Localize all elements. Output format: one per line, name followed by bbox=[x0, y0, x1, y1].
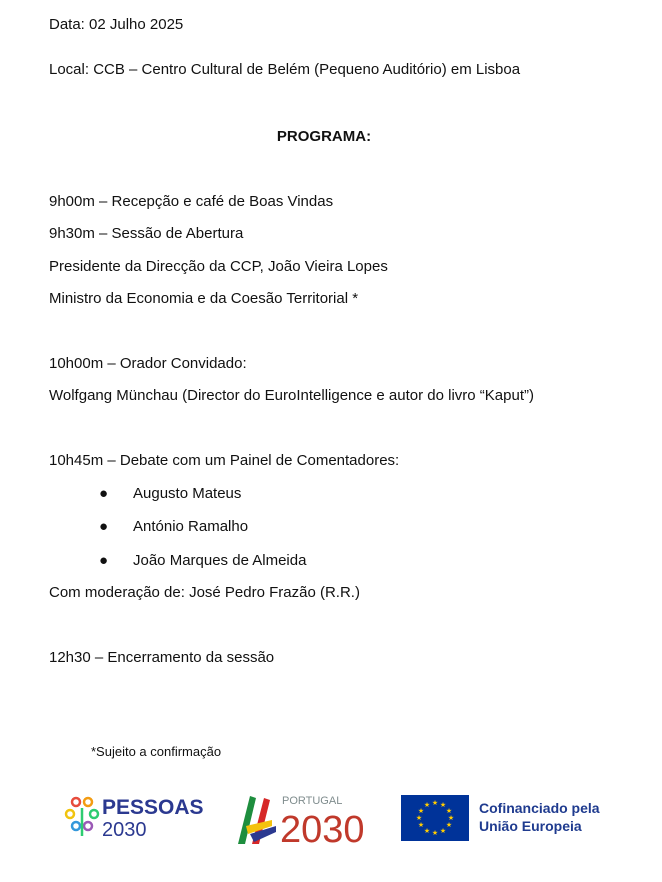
portugal-2030-logo bbox=[236, 790, 376, 846]
svg-text:★: ★ bbox=[417, 808, 425, 815]
program-welcome: 9h00m – Recepção e café de Boas Vindas bbox=[49, 193, 334, 210]
eu-line-2: União Europeia bbox=[479, 818, 582, 834]
location-line: Local: CCB – Centro Cultural de Belém (Pequeno Auditório) em Lisboa bbox=[49, 61, 521, 78]
svg-text:★: ★ bbox=[431, 800, 439, 807]
panel-list-item bbox=[99, 518, 248, 536]
bullet-icon: ● bbox=[99, 552, 109, 569]
pessoas-year: 2030 bbox=[102, 819, 147, 841]
pessoas-2030-logo bbox=[62, 792, 212, 844]
panel-list-item bbox=[99, 552, 306, 570]
svg-text:★: ★ bbox=[445, 808, 453, 815]
bullet-icon: ● bbox=[99, 518, 109, 535]
pessoas-people-icon bbox=[66, 798, 98, 836]
svg-text:★: ★ bbox=[423, 828, 431, 835]
svg-text:★: ★ bbox=[439, 802, 447, 809]
svg-text:★: ★ bbox=[431, 830, 439, 837]
svg-text:★: ★ bbox=[445, 822, 453, 829]
program-title: PROGRAMA: bbox=[276, 128, 372, 145]
eu-line-1: Cofinanciado pela bbox=[479, 800, 600, 816]
svg-text:★: ★ bbox=[439, 828, 447, 835]
bullet-icon: ● bbox=[99, 485, 109, 502]
svg-text:★: ★ bbox=[423, 802, 431, 809]
portugal-word: PORTUGAL bbox=[282, 795, 343, 807]
panel-member-name: António Ramalho bbox=[133, 518, 249, 535]
panel-list-item bbox=[99, 485, 241, 503]
program-guest-time: 10h00m – Orador Convidado: bbox=[49, 355, 247, 372]
program-opening-speaker-1: Presidente da Direcção da CCP, João Vieira Lopes bbox=[49, 258, 388, 275]
eu-cofinanced-logo bbox=[401, 795, 621, 841]
program-opening: 9h30m – Sessão de Abertura bbox=[49, 225, 244, 242]
program-closing: 12h30 – Encerramento da sessão bbox=[49, 649, 275, 666]
pessoas-word: PESSOAS bbox=[102, 796, 204, 819]
svg-text:★: ★ bbox=[447, 815, 455, 822]
portugal-year: 2030 bbox=[280, 809, 365, 846]
svg-text:★: ★ bbox=[417, 822, 425, 829]
program-debate: 10h45m – Debate com um Painel de Comentadores: bbox=[49, 452, 400, 469]
program-guest-speaker: Wolfgang Münchau (Director do EuroIntelligence e autor do livro “Kaput”) bbox=[49, 387, 534, 404]
panel-member-name: Augusto Mateus bbox=[133, 485, 242, 502]
svg-text:★: ★ bbox=[415, 815, 423, 822]
date-line: Data: 02 Julho 2025 bbox=[49, 16, 184, 33]
panel-member-name: João Marques de Almeida bbox=[133, 552, 307, 569]
footnote: *Sujeito a confirmação bbox=[91, 744, 222, 759]
program-opening-speaker-2: Ministro da Economia e da Coesão Territorial * bbox=[49, 290, 359, 307]
program-moderation: Com moderação de: José Pedro Frazão (R.R.) bbox=[49, 584, 360, 601]
portugal-flag-icon bbox=[238, 796, 276, 844]
